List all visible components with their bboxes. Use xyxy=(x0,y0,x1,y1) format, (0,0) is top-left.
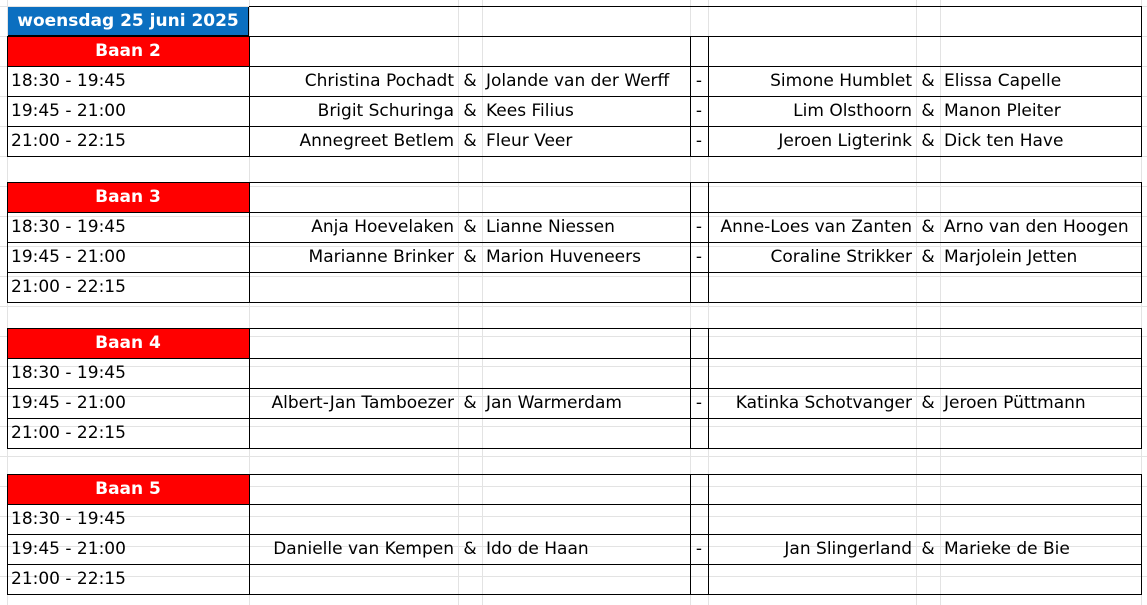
time-slot[interactable]: 18:30 - 19:45 xyxy=(11,216,126,237)
ampersand[interactable]: & xyxy=(463,130,477,151)
cell-border xyxy=(7,534,1142,535)
ampersand[interactable] xyxy=(916,504,940,534)
cell-border xyxy=(7,328,1142,329)
time-slot[interactable]: 21:00 - 22:15 xyxy=(11,130,126,151)
team2-player2[interactable]: Marjolein Jetten xyxy=(944,246,1078,267)
ampersand[interactable] xyxy=(916,272,940,302)
cell-border xyxy=(690,328,691,449)
cell-border xyxy=(7,474,8,595)
team1-player1[interactable] xyxy=(249,358,458,388)
ampersand[interactable] xyxy=(458,272,482,302)
cell-border xyxy=(1141,36,1142,157)
ampersand[interactable] xyxy=(458,358,482,388)
cell-border xyxy=(7,448,1142,449)
time-slot[interactable]: 18:30 - 19:45 xyxy=(11,508,126,529)
date-header[interactable]: woensdag 25 juni 2025 xyxy=(7,6,249,36)
cell-border xyxy=(7,328,8,449)
cell-border xyxy=(7,564,1142,565)
team1-player2[interactable]: Fleur Veer xyxy=(486,130,573,151)
ampersand[interactable]: & xyxy=(921,100,935,121)
team1-player2[interactable]: Ido de Haan xyxy=(486,538,589,559)
cell-border xyxy=(7,182,1142,183)
cell-border xyxy=(7,594,1142,595)
team1-player2[interactable]: Kees Filius xyxy=(486,100,574,121)
time-slot[interactable]: 19:45 - 21:00 xyxy=(11,538,126,559)
ampersand[interactable] xyxy=(916,564,940,594)
ampersand[interactable] xyxy=(458,564,482,594)
versus-dash[interactable]: - xyxy=(695,392,703,413)
versus-dash[interactable]: - xyxy=(695,100,703,121)
team1-player1[interactable] xyxy=(249,418,458,448)
ampersand[interactable]: & xyxy=(921,70,935,91)
cell-border xyxy=(7,182,8,303)
time-slot[interactable]: 18:30 - 19:45 xyxy=(11,362,126,383)
cell-border xyxy=(7,418,1142,419)
team2-player1[interactable]: Simone Humblet xyxy=(770,70,912,91)
cell-border xyxy=(7,242,1142,243)
cell-border xyxy=(7,156,1142,157)
team1-player2[interactable] xyxy=(482,504,690,534)
team2-player1[interactable] xyxy=(708,272,916,302)
team1-player1[interactable] xyxy=(249,272,458,302)
team1-player2[interactable]: Lianne Niessen xyxy=(486,216,615,237)
versus-dash[interactable] xyxy=(690,504,708,534)
versus-dash[interactable]: - xyxy=(695,216,703,237)
cell-border xyxy=(7,36,8,157)
team1-player1[interactable]: Anja Hoevelaken xyxy=(311,216,454,237)
ampersand[interactable]: & xyxy=(463,100,477,121)
team2-player2[interactable] xyxy=(940,564,1147,594)
team1-player1[interactable]: Danielle van Kempen xyxy=(273,538,454,559)
team1-player1[interactable]: Marianne Brinker xyxy=(308,246,454,267)
ampersand[interactable]: & xyxy=(463,538,477,559)
cell-border xyxy=(708,474,709,595)
team2-player1[interactable]: Coraline Strikker xyxy=(770,246,912,267)
team2-player1[interactable] xyxy=(708,418,916,448)
ampersand[interactable]: & xyxy=(463,392,477,413)
cell-border xyxy=(690,474,691,595)
cell-border xyxy=(7,66,1142,67)
versus-dash[interactable]: - xyxy=(695,538,703,559)
team1-player2[interactable] xyxy=(482,564,690,594)
time-slot[interactable]: 21:00 - 22:15 xyxy=(11,568,126,589)
cell-border xyxy=(690,182,691,303)
cell-border xyxy=(1141,474,1142,595)
versus-dash[interactable] xyxy=(690,564,708,594)
versus-dash[interactable] xyxy=(690,272,708,302)
cell-border xyxy=(7,504,1142,505)
time-slot[interactable]: 19:45 - 21:00 xyxy=(11,246,126,267)
versus-dash[interactable] xyxy=(690,358,708,388)
team1-player1[interactable]: Annegreet Betlem xyxy=(299,130,454,151)
team1-player2[interactable]: Marion Huveneers xyxy=(486,246,641,267)
cell-border xyxy=(7,474,1142,475)
cell-border xyxy=(708,328,709,449)
team2-player2[interactable]: Marieke de Bie xyxy=(944,538,1070,559)
ampersand[interactable]: & xyxy=(921,392,935,413)
cell-border xyxy=(708,182,709,303)
cell-border xyxy=(1141,182,1142,303)
team2-player2[interactable]: Manon Pleiter xyxy=(944,100,1061,121)
cell-border xyxy=(7,302,1142,303)
team1-player2[interactable] xyxy=(482,272,690,302)
cell-border xyxy=(249,6,1141,7)
cell-border xyxy=(249,474,250,595)
team2-player2[interactable] xyxy=(940,272,1147,302)
team1-player2[interactable] xyxy=(482,418,690,448)
team2-player1[interactable] xyxy=(708,358,916,388)
ampersand[interactable] xyxy=(458,504,482,534)
team2-player1[interactable] xyxy=(708,504,916,534)
court-header[interactable]: Baan 5 xyxy=(7,474,249,504)
ampersand[interactable]: & xyxy=(921,216,935,237)
cell-border xyxy=(7,212,1142,213)
ampersand[interactable]: & xyxy=(921,246,935,267)
versus-dash[interactable]: - xyxy=(695,246,703,267)
team2-player2[interactable] xyxy=(940,418,1147,448)
ampersand[interactable]: & xyxy=(463,246,477,267)
time-slot[interactable]: 21:00 - 22:15 xyxy=(11,422,126,443)
time-slot[interactable]: 21:00 - 22:15 xyxy=(11,276,126,297)
time-slot[interactable]: 19:45 - 21:00 xyxy=(11,392,126,413)
team2-player2[interactable]: Dick ten Have xyxy=(944,130,1064,151)
versus-dash[interactable] xyxy=(690,418,708,448)
ampersand[interactable] xyxy=(916,358,940,388)
court-header[interactable]: Baan 3 xyxy=(7,182,249,212)
team2-player1[interactable]: Lim Olsthoorn xyxy=(793,100,912,121)
team1-player2[interactable]: Jan Warmerdam xyxy=(486,392,622,413)
cell-border xyxy=(7,358,1142,359)
gridline xyxy=(0,456,1147,457)
team1-player1[interactable]: Albert-Jan Tamboezer xyxy=(271,392,454,413)
versus-dash[interactable]: - xyxy=(695,70,703,91)
team2-player2[interactable] xyxy=(940,358,1147,388)
gridline xyxy=(0,306,1147,307)
cell-border xyxy=(7,96,1142,97)
team2-player1[interactable]: Anne-Loes van Zanten xyxy=(720,216,912,237)
time-slot[interactable]: 18:30 - 19:45 xyxy=(11,70,126,91)
versus-dash[interactable]: - xyxy=(695,130,703,151)
team2-player2[interactable]: Arno van den Hoogen xyxy=(944,216,1129,237)
ampersand[interactable]: & xyxy=(921,538,935,559)
court-header[interactable]: Baan 4 xyxy=(7,328,249,358)
team2-player1[interactable]: Jan Slingerland xyxy=(784,538,912,559)
team1-player1[interactable]: Brigit Schuringa xyxy=(317,100,454,121)
team1-player1[interactable] xyxy=(249,564,458,594)
team2-player1[interactable] xyxy=(708,564,916,594)
team1-player1[interactable] xyxy=(249,504,458,534)
cell-border xyxy=(7,388,1142,389)
team1-player2[interactable]: Jolande van der Werff xyxy=(486,70,670,91)
ampersand[interactable]: & xyxy=(463,70,477,91)
ampersand[interactable]: & xyxy=(921,130,935,151)
court-header[interactable]: Baan 2 xyxy=(7,36,249,66)
cell-border xyxy=(7,126,1142,127)
cell-border xyxy=(690,36,691,157)
cell-border xyxy=(7,36,1142,37)
time-slot[interactable]: 19:45 - 21:00 xyxy=(11,100,126,121)
team1-player1[interactable]: Christina Pochadt xyxy=(304,70,454,91)
ampersand[interactable] xyxy=(458,418,482,448)
team1-player2[interactable] xyxy=(482,358,690,388)
team2-player1[interactable]: Katinka Schotvanger xyxy=(735,392,912,413)
ampersand[interactable]: & xyxy=(463,216,477,237)
cell-border xyxy=(7,272,1142,273)
ampersand[interactable] xyxy=(916,418,940,448)
cell-border xyxy=(1141,6,1142,36)
cell-border xyxy=(249,36,250,157)
team2-player1[interactable]: Jeroen Ligterink xyxy=(778,130,912,151)
cell-border xyxy=(1141,328,1142,449)
team2-player2[interactable]: Jeroen Püttmann xyxy=(944,392,1086,413)
team2-player2[interactable] xyxy=(940,504,1147,534)
cell-border xyxy=(249,328,250,449)
team2-player2[interactable]: Elissa Capelle xyxy=(944,70,1062,91)
cell-border xyxy=(249,182,250,303)
cell-border xyxy=(708,36,709,157)
